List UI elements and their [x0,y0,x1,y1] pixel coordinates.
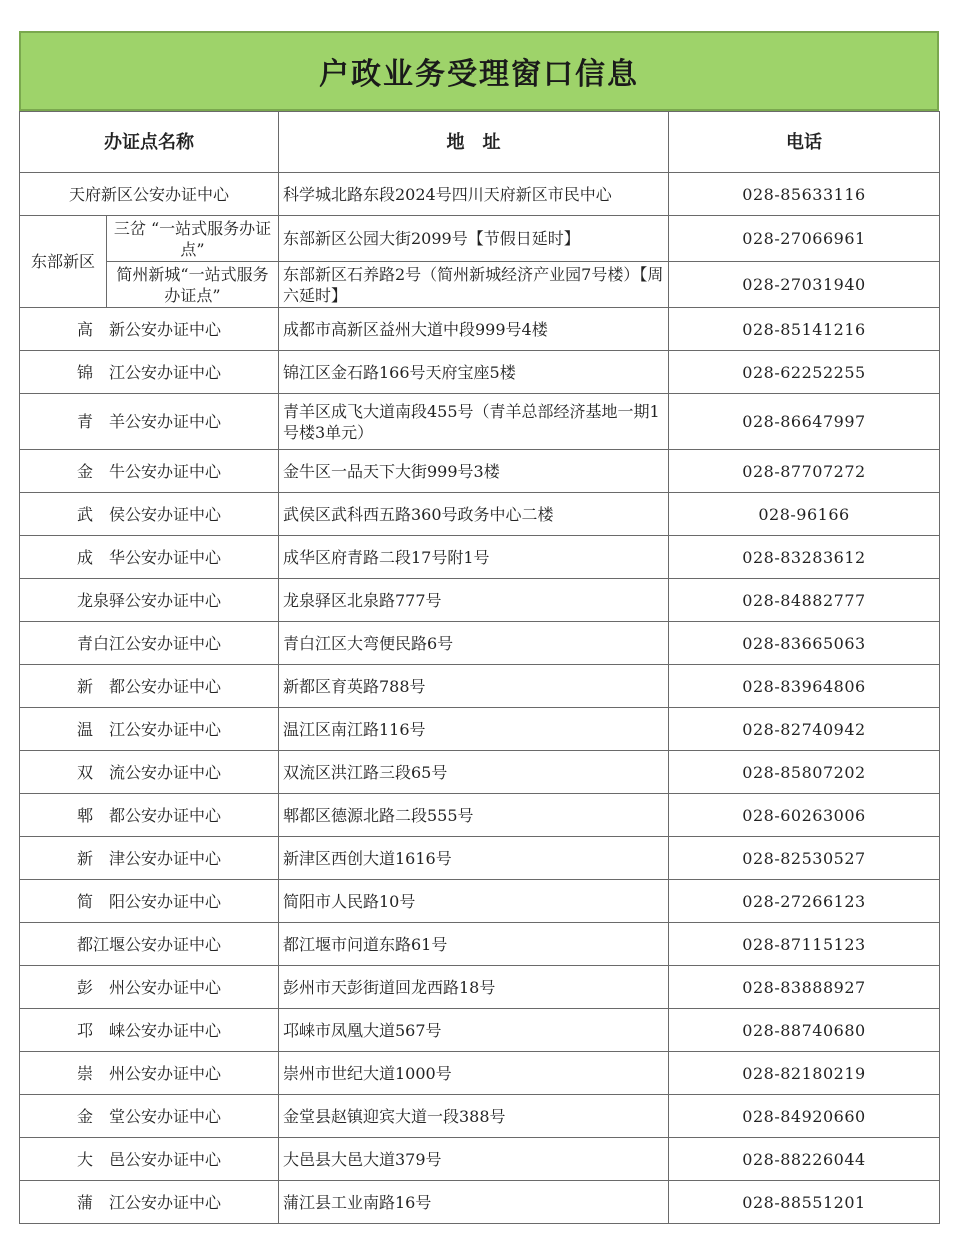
office-phone: 028-85633116 [669,173,940,216]
office-address: 简阳市人民路10号 [279,880,669,923]
office-address: 成华区府青路二段17号附1号 [279,536,669,579]
table-row [20,1052,940,1095]
table-row [20,493,940,536]
office-name: 青白江公安办证中心 [20,622,279,665]
office-name: 成 华公安办证中心 [20,536,279,579]
office-name: 武 侯公安办证中心 [20,493,279,536]
office-address: 青白江区大弯便民路6号 [279,622,669,665]
office-name: 温 江公安办证中心 [20,708,279,751]
office-address: 东部新区公园大街2099号【节假日延时】 [279,216,669,262]
table-row [20,708,940,751]
office-address: 锦江区金石路166号天府宝座5楼 [279,351,669,394]
office-name: 蒲 江公安办证中心 [20,1181,279,1224]
table-row [20,394,940,450]
table-row [20,1009,940,1052]
office-phone: 028-82740942 [669,708,940,751]
table-row [20,622,940,665]
table-row [20,173,940,216]
east-sub-name: 三岔 “一站式服务办证点” [107,216,278,262]
office-address: 金牛区一品天下大街999号3楼 [279,450,669,493]
office-address: 都江堰市问道东路61号 [279,923,669,966]
table-row [20,923,940,966]
office-phone: 028-84882777 [669,579,940,622]
office-address: 东部新区石养路2号（简州新城经济产业园7号楼）【周六延时】 [279,262,669,308]
office-phone: 028-88226044 [669,1138,940,1181]
header-phone: 电话 [669,112,940,173]
office-address: 邛崃市凤凰大道567号 [279,1009,669,1052]
office-phone: 028-62252255 [669,351,940,394]
office-name: 金 牛公安办证中心 [20,450,279,493]
office-address: 双流区洪江路三段65号 [279,751,669,794]
office-name: 新 津公安办证中心 [20,837,279,880]
office-phone: 028-87115123 [669,923,940,966]
office-phone: 028-83665063 [669,622,940,665]
office-phone: 028-60263006 [669,794,940,837]
office-name: 新 都公安办证中心 [20,665,279,708]
table-row [20,450,940,493]
office-phone: 028-88740680 [669,1009,940,1052]
office-name: 彭 州公安办证中心 [20,966,279,1009]
office-phone: 028-83964806 [669,665,940,708]
table-row [20,837,940,880]
office-phone: 028-96166 [669,493,940,536]
office-name: 天府新区公安办证中心 [20,173,279,216]
office-address: 新都区育英路788号 [279,665,669,708]
office-name: 郫 都公安办证中心 [20,794,279,837]
office-address: 彭州市天彭街道回龙西路18号 [279,966,669,1009]
header-row [20,112,940,173]
office-phone: 028-86647997 [669,394,940,450]
table-row [20,966,940,1009]
page-title: 户政业务受理窗口信息 [319,57,639,92]
office-phone: 028-83283612 [669,536,940,579]
office-address: 武侯区武科西五路360号政务中心二楼 [279,493,669,536]
office-name: 邛 崃公安办证中心 [20,1009,279,1052]
header-address: 地 址 [279,112,669,173]
office-phone: 028-82180219 [669,1052,940,1095]
office-name: 龙泉驿公安办证中心 [20,579,279,622]
office-name: 崇 州公安办证中心 [20,1052,279,1095]
office-address: 新津区西创大道1616号 [279,837,669,880]
office-table [19,111,940,1224]
office-phone: 028-83888927 [669,966,940,1009]
office-name: 双 流公安办证中心 [20,751,279,794]
table-row [20,665,940,708]
east-region-label: 东部新区 [20,216,107,307]
table-row [20,536,940,579]
office-address: 成都市高新区益州大道中段999号4楼 [279,308,669,351]
office-address: 郫都区德源北路二段555号 [279,794,669,837]
office-address: 青羊区成飞大道南段455号（青羊总部经济基地一期1号楼3单元） [279,394,669,450]
office-phone: 028-87707272 [669,450,940,493]
office-name: 青 羊公安办证中心 [20,394,279,450]
office-address: 大邑县大邑大道379号 [279,1138,669,1181]
table-row [20,579,940,622]
table-row [20,751,940,794]
east-sub-name: 简州新城“一站式服务办证点” [116,264,269,305]
east-region-cell [20,216,279,308]
office-phone: 028-27066961 [669,216,940,262]
office-name: 简 阳公安办证中心 [20,880,279,923]
table-row [20,1095,940,1138]
table-row [20,308,940,351]
office-address: 金堂县赵镇迎宾大道一段388号 [279,1095,669,1138]
office-phone: 028-27266123 [669,880,940,923]
office-address: 龙泉驿区北泉路777号 [279,579,669,622]
office-phone: 028-84920660 [669,1095,940,1138]
table-row [20,880,940,923]
office-name: 高 新公安办证中心 [20,308,279,351]
office-phone: 028-27031940 [669,262,940,308]
office-phone: 028-82530527 [669,837,940,880]
header-name: 办证点名称 [20,112,279,173]
office-name: 金 堂公安办证中心 [20,1095,279,1138]
office-phone: 028-85807202 [669,751,940,794]
office-address: 温江区南江路116号 [279,708,669,751]
office-name: 锦 江公安办证中心 [20,351,279,394]
table-row [20,216,940,262]
table-row [20,1181,940,1224]
title-bar [19,31,939,111]
office-phone: 028-88551201 [669,1181,940,1224]
office-address: 崇州市世纪大道1000号 [279,1052,669,1095]
info-sheet [19,31,939,1224]
office-name: 都江堰公安办证中心 [20,923,279,966]
office-phone: 028-85141216 [669,308,940,351]
office-address: 科学城北路东段2024号四川天府新区市民中心 [279,173,669,216]
table-row [20,351,940,394]
office-name: 大 邑公安办证中心 [20,1138,279,1181]
table-row [20,794,940,837]
table-row [20,1138,940,1181]
office-address: 蒲江县工业南路16号 [279,1181,669,1224]
